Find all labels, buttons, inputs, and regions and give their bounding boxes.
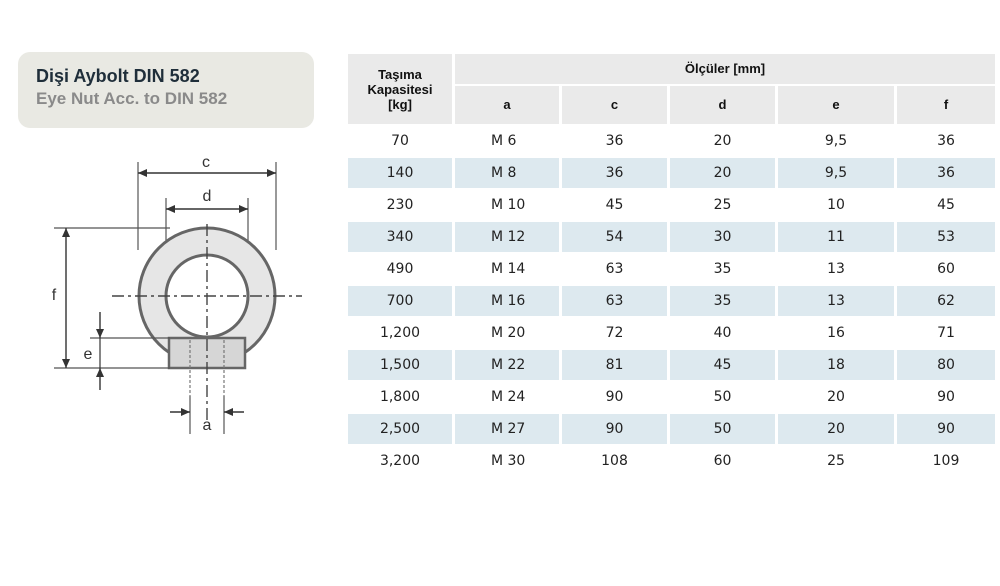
capacity-header-line2: Kapasitesi bbox=[367, 81, 433, 97]
col-header-a: a bbox=[455, 86, 559, 124]
cell-capacity: 1,500 bbox=[348, 350, 452, 380]
cell-f: 60 bbox=[937, 261, 955, 277]
cell-e: 20 bbox=[778, 414, 894, 444]
cell-c: 36 bbox=[562, 158, 667, 188]
cell-f: 53 bbox=[897, 222, 995, 252]
cell-c: 81 bbox=[562, 350, 667, 380]
cell-capacity: 70 bbox=[391, 133, 409, 149]
capacity-header-line1: Taşıma bbox=[378, 66, 422, 82]
cell-a: M 6 bbox=[491, 133, 517, 149]
cell-d: 45 bbox=[670, 350, 775, 380]
table-row bbox=[348, 254, 995, 284]
cell-capacity: 340 bbox=[348, 222, 452, 252]
table-row bbox=[348, 382, 995, 412]
table-row bbox=[348, 158, 995, 188]
cell-capacity: 2,500 bbox=[348, 414, 452, 444]
cell-d: 20 bbox=[670, 158, 775, 188]
table-row bbox=[348, 414, 995, 444]
cell-e: 16 bbox=[827, 325, 845, 341]
label-a: a bbox=[202, 417, 212, 434]
dimension-table bbox=[345, 52, 998, 478]
label-e: e bbox=[83, 346, 93, 363]
capacity-header-line3: [kg] bbox=[388, 96, 412, 112]
cell-c: 36 bbox=[605, 133, 624, 149]
cell-f: 36 bbox=[937, 133, 955, 149]
cell-a: M 24 bbox=[491, 389, 526, 405]
table-row bbox=[348, 286, 995, 316]
cell-f: 62 bbox=[897, 286, 995, 316]
table-row bbox=[348, 350, 995, 380]
cell-d: 25 bbox=[713, 197, 732, 213]
cell-c: 90 bbox=[605, 389, 624, 405]
table-row bbox=[348, 446, 995, 476]
cell-capacity: 3,200 bbox=[379, 453, 421, 469]
cell-e: 13 bbox=[778, 286, 894, 316]
cell-e: 9,5 bbox=[824, 133, 848, 149]
cell-f: 109 bbox=[932, 453, 960, 469]
cell-c: 45 bbox=[605, 197, 624, 213]
table-row bbox=[348, 126, 995, 156]
cell-a: M 12 bbox=[455, 222, 559, 252]
cell-c: 63 bbox=[605, 261, 624, 277]
cell-e: 13 bbox=[827, 261, 845, 277]
cell-a: M 14 bbox=[491, 261, 526, 277]
cell-f: 90 bbox=[937, 389, 955, 405]
cell-a: M 30 bbox=[491, 453, 526, 469]
cell-f: 90 bbox=[897, 414, 995, 444]
cell-a: M 8 bbox=[455, 158, 559, 188]
cell-c: 108 bbox=[601, 453, 628, 469]
cell-e: 18 bbox=[778, 350, 894, 380]
cell-d: 50 bbox=[713, 389, 732, 405]
table-row bbox=[348, 222, 995, 252]
dimensions-group-header: Ölçüler [mm] bbox=[455, 54, 995, 84]
cell-a: M 16 bbox=[455, 286, 559, 316]
label-f: f bbox=[51, 287, 57, 304]
product-title-tr: Dişi Aybolt DIN 582 bbox=[36, 66, 200, 86]
product-title-en: Eye Nut Acc. to DIN 582 bbox=[36, 89, 228, 108]
col-header-e: e bbox=[778, 86, 894, 124]
cell-e: 11 bbox=[778, 222, 894, 252]
cell-d: 20 bbox=[713, 133, 732, 149]
cell-capacity: 140 bbox=[348, 158, 452, 188]
cell-capacity: 490 bbox=[386, 261, 414, 277]
cell-d: 40 bbox=[713, 325, 732, 341]
cell-capacity: 1,800 bbox=[379, 389, 421, 405]
cell-d: 30 bbox=[670, 222, 775, 252]
cell-d: 35 bbox=[713, 261, 732, 277]
cell-a: M 27 bbox=[455, 414, 559, 444]
cell-capacity: 700 bbox=[348, 286, 452, 316]
cell-a: M 20 bbox=[491, 325, 526, 341]
col-header-c: c bbox=[562, 86, 667, 124]
cell-e: 25 bbox=[827, 453, 845, 469]
table-row bbox=[348, 190, 995, 220]
cell-a: M 22 bbox=[455, 350, 559, 380]
cell-f: 36 bbox=[897, 158, 995, 188]
cell-capacity: 1,200 bbox=[379, 325, 421, 341]
label-d: d bbox=[202, 188, 212, 205]
capacity-header bbox=[348, 54, 452, 124]
cell-e: 10 bbox=[827, 197, 845, 213]
cell-capacity: 230 bbox=[386, 197, 414, 213]
cell-f: 80 bbox=[897, 350, 995, 380]
col-header-f: f bbox=[897, 86, 995, 124]
cell-c: 90 bbox=[562, 414, 667, 444]
cell-a: M 10 bbox=[491, 197, 526, 213]
cell-d: 50 bbox=[670, 414, 775, 444]
table-row bbox=[348, 318, 995, 348]
cell-d: 35 bbox=[670, 286, 775, 316]
col-header-d: d bbox=[670, 86, 775, 124]
label-c: c bbox=[202, 154, 210, 171]
cell-f: 71 bbox=[937, 325, 955, 341]
cell-e: 20 bbox=[827, 389, 845, 405]
cell-c: 54 bbox=[562, 222, 667, 252]
eye-nut-diagram bbox=[40, 140, 310, 440]
cell-c: 72 bbox=[605, 325, 624, 341]
cell-f: 45 bbox=[937, 197, 955, 213]
cell-e: 9,5 bbox=[778, 158, 894, 188]
cell-d: 60 bbox=[713, 453, 732, 469]
cell-c: 63 bbox=[562, 286, 667, 316]
title-box bbox=[18, 52, 314, 128]
